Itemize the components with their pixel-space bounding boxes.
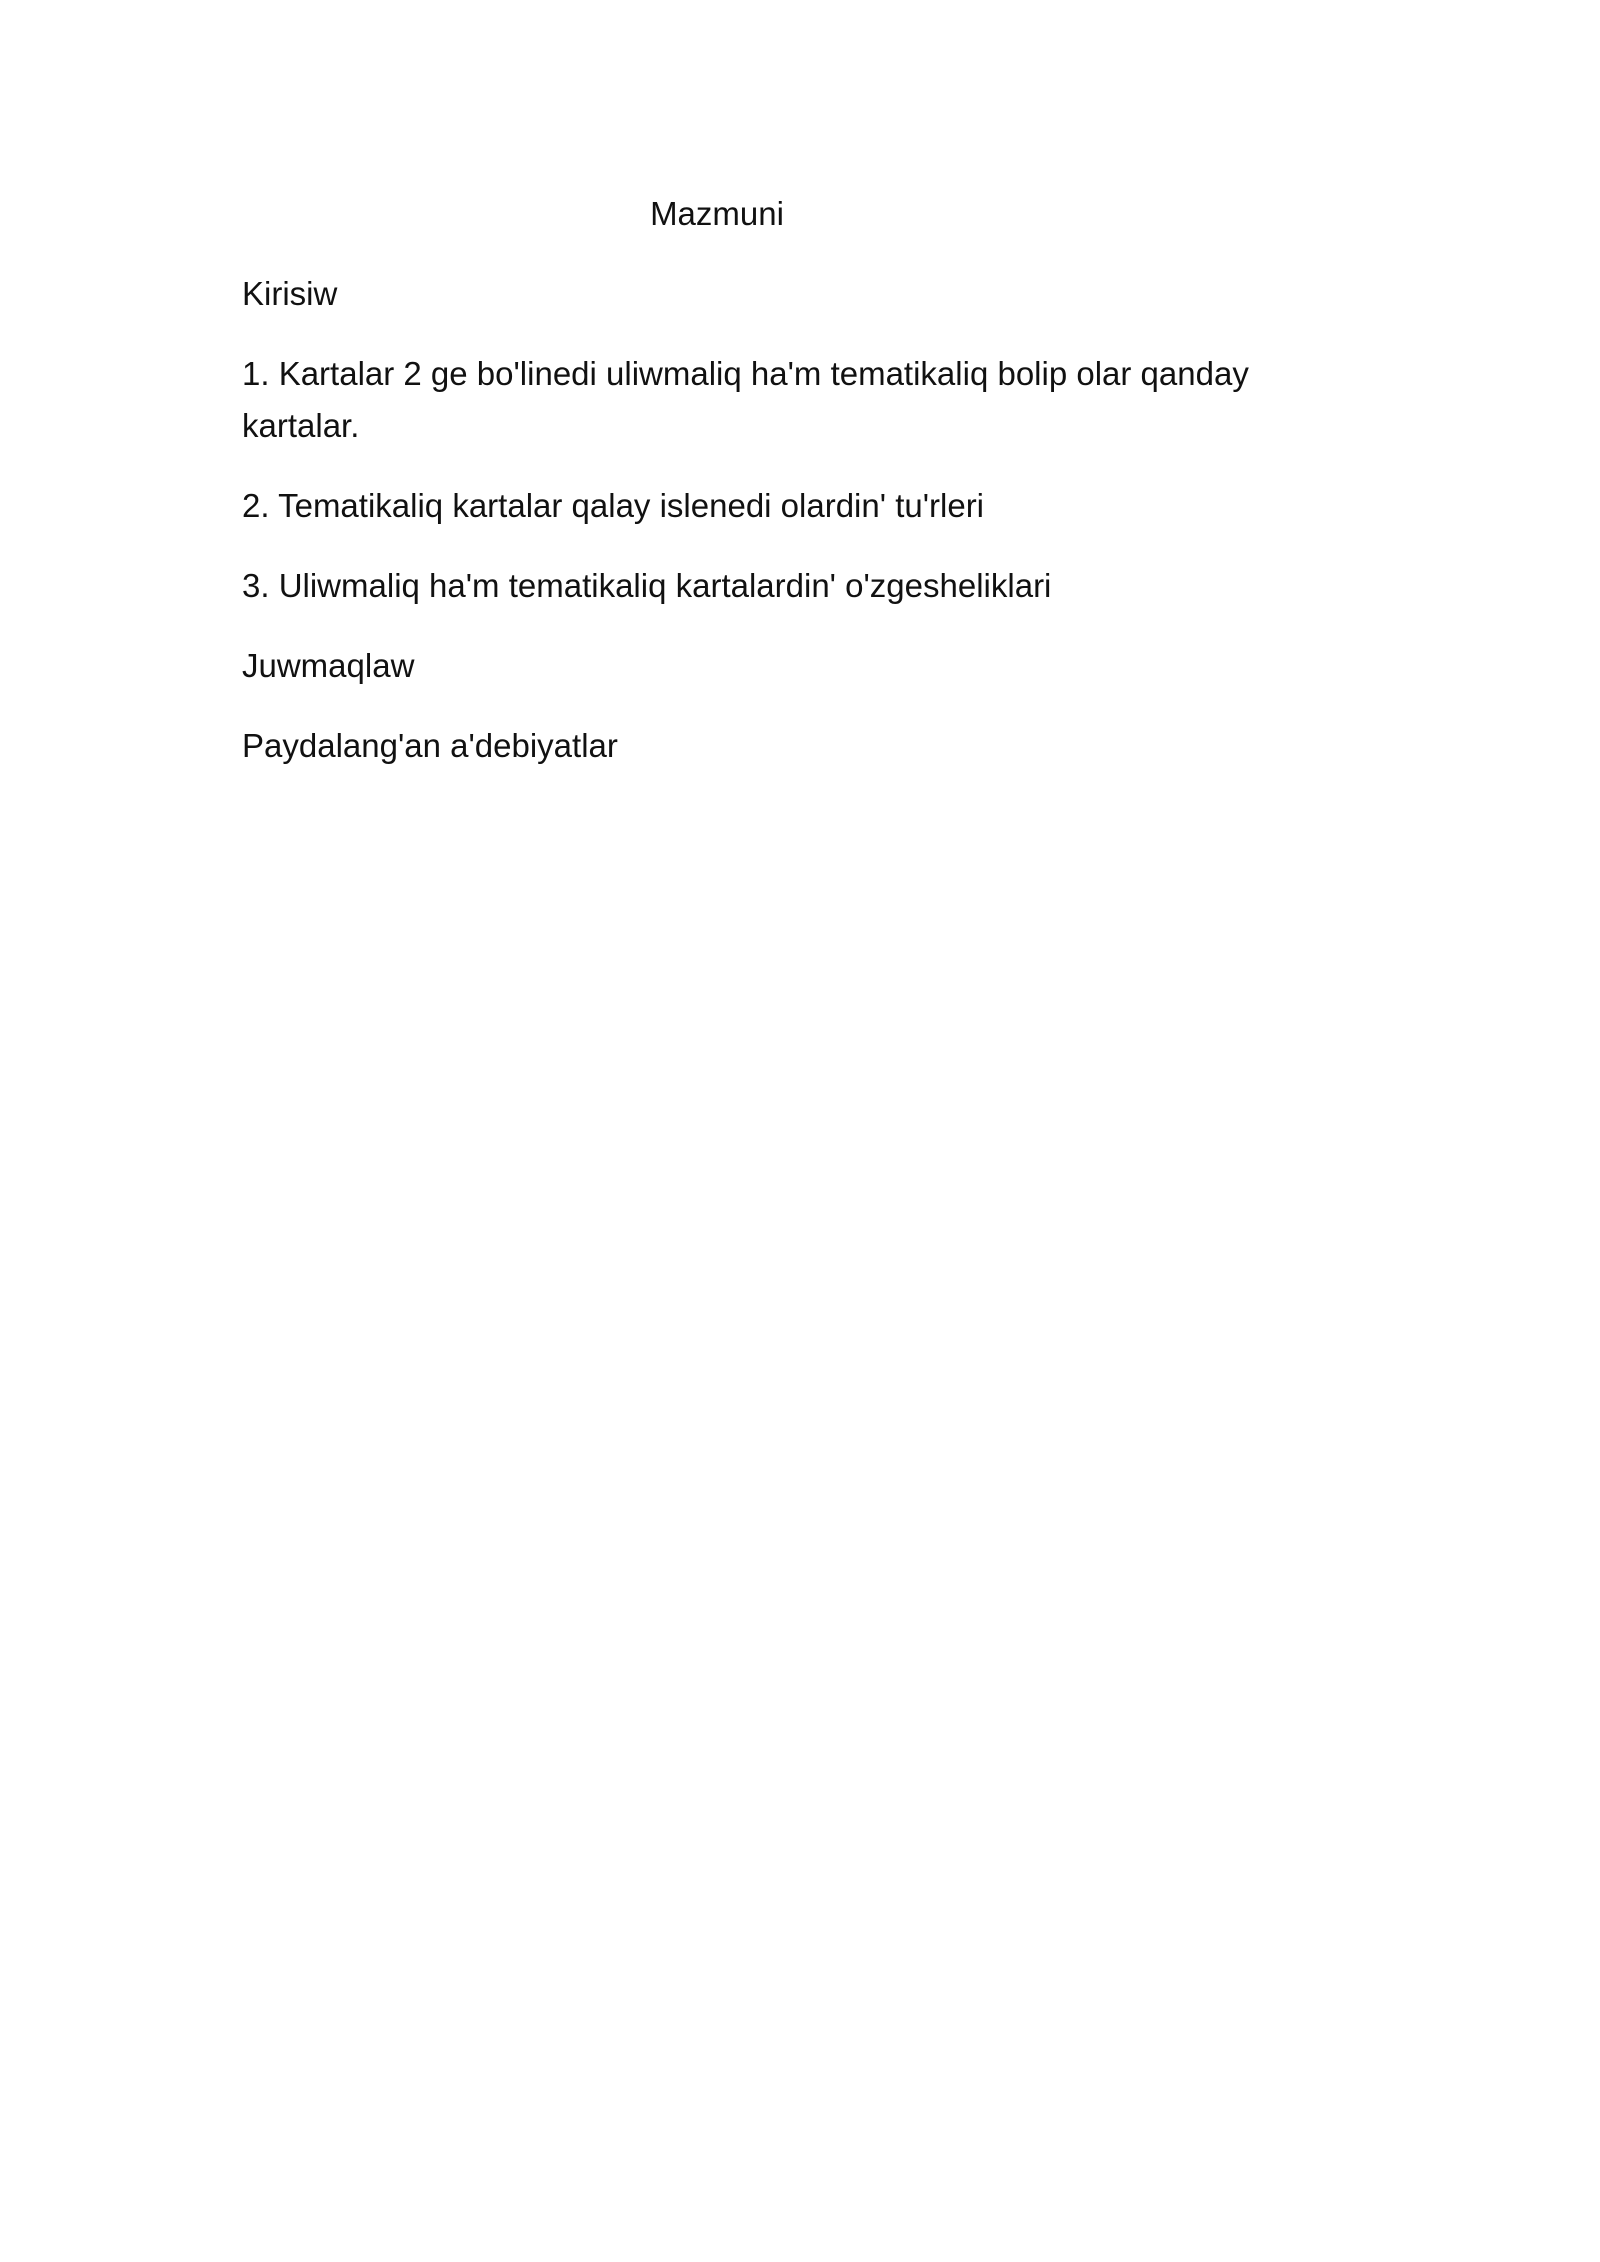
- contents-item-conclusion: Juwmaqlaw: [242, 647, 415, 684]
- contents-list: [242, 268, 1362, 772]
- contents-item-section-3: 3. Uliwmaliq ha'm tematikaliq kartalardin' o'zgesheliklari: [242, 567, 1052, 604]
- contents-item-references: Paydalang'an a'debiyatlar: [242, 727, 618, 764]
- contents-item-section-2: 2. Tematikaliq kartalar qalay islenedi olardin' tu'rleri: [242, 487, 985, 524]
- contents-item-introduction: Kirisiw: [242, 275, 338, 312]
- contents-title: Mazmuni: [650, 195, 784, 232]
- table-of-contents: [242, 188, 1362, 800]
- contents-item-section-1: 1. Kartalar 2 ge bo'linedi uliwmaliq ha'm tematikaliq bolip olar qanday kartalar.: [242, 355, 1249, 444]
